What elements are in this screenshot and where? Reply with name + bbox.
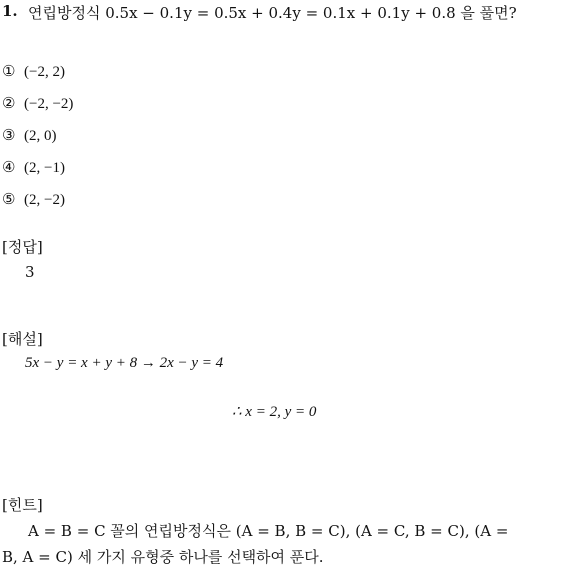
- question-number: 1.: [2, 2, 18, 20]
- choice-mark: ⑤: [2, 192, 16, 208]
- answer-value: 3: [25, 263, 35, 281]
- choice-2: [2, 94, 73, 113]
- choice-3: [2, 126, 57, 145]
- explanation-heading: [해설]: [2, 330, 43, 348]
- choice-text: (2, 0): [24, 128, 57, 144]
- choice-1: [2, 62, 65, 81]
- choice-mark: ①: [2, 64, 16, 80]
- choice-mark: ③: [2, 128, 16, 144]
- explanation-equation: 5x − y = x + y + 8 → 2x − y = 4: [25, 355, 224, 371]
- explanation-conclusion: ∴ x = 2, y = 0: [232, 404, 317, 420]
- choice-text: (2, −2): [24, 192, 65, 208]
- choice-text: (−2, 2): [24, 64, 65, 80]
- answer-heading: [정답]: [2, 238, 43, 256]
- choice-mark: ②: [2, 96, 16, 112]
- hint-line-1: A = B = C 꼴의 연립방정식은 (A = B, B = C), (A = C, B = C), (A =: [28, 522, 509, 540]
- choice-5: [2, 190, 65, 209]
- hint-heading: [힌트]: [2, 496, 43, 514]
- choice-text: (2, −1): [24, 160, 65, 176]
- question-text: 연립방정식 0.5x − 0.1y = 0.5x + 0.4y = 0.1x + 0.1y + 0.8 을 풀면?: [28, 4, 517, 22]
- choice-mark: ④: [2, 160, 16, 176]
- hint-line-2: B, A = C) 세 가지 유형중 하나를 선택하여 푼다.: [2, 548, 324, 566]
- choice-4: [2, 158, 65, 177]
- choice-text: (−2, −2): [24, 96, 74, 112]
